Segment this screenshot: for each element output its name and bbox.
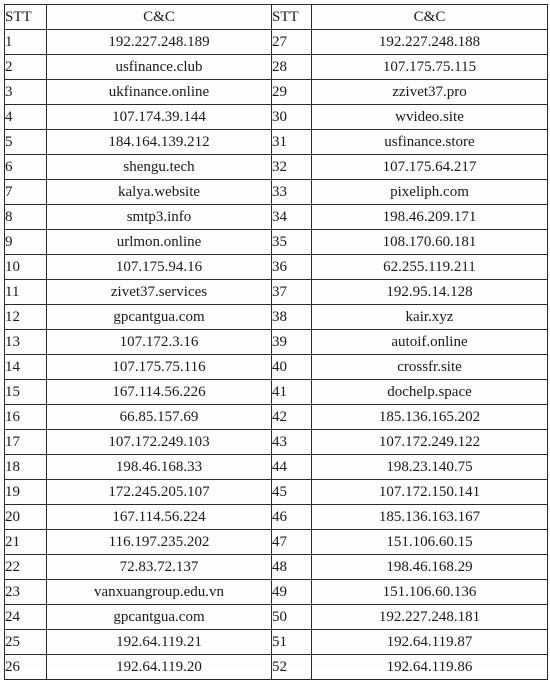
row-cc-left: 107.175.75.116	[47, 355, 272, 380]
table-row	[5, 505, 548, 530]
row-stt-right: 35	[272, 230, 312, 255]
row-cc-left: smtp3.info	[47, 205, 272, 230]
row-stt-right: 51	[272, 630, 312, 655]
row-stt-right: 43	[272, 430, 312, 455]
row-stt-left: 26	[5, 655, 47, 680]
row-stt-left: 19	[5, 480, 47, 505]
row-cc-right: dochelp.space	[312, 380, 548, 405]
header-stt-left: STT	[5, 5, 47, 30]
row-stt-right: 48	[272, 555, 312, 580]
table-row	[5, 380, 548, 405]
row-cc-right: 62.255.119.211	[312, 255, 548, 280]
row-cc-left: gpcantgua.com	[47, 605, 272, 630]
row-cc-left: gpcantgua.com	[47, 305, 272, 330]
table-row	[5, 80, 548, 105]
table-row	[5, 355, 548, 380]
row-stt-left: 24	[5, 605, 47, 630]
table-row	[5, 605, 548, 630]
table-row	[5, 155, 548, 180]
row-cc-right: 107.172.150.141	[312, 480, 548, 505]
row-stt-left: 23	[5, 580, 47, 605]
row-stt-left: 2	[5, 55, 47, 80]
row-cc-right: 107.172.249.122	[312, 430, 548, 455]
row-cc-left: shengu.tech	[47, 155, 272, 180]
row-stt-left: 10	[5, 255, 47, 280]
row-cc-right: 198.46.209.171	[312, 205, 548, 230]
table-row	[5, 280, 548, 305]
row-stt-right: 49	[272, 580, 312, 605]
table-row	[5, 55, 548, 80]
table-row	[5, 480, 548, 505]
row-stt-right: 29	[272, 80, 312, 105]
row-stt-right: 45	[272, 480, 312, 505]
row-stt-right: 27	[272, 30, 312, 55]
row-cc-right: 192.227.248.188	[312, 30, 548, 55]
row-cc-left: 192.227.248.189	[47, 30, 272, 55]
row-cc-left: urlmon.online	[47, 230, 272, 255]
row-stt-left: 13	[5, 330, 47, 355]
table-row	[5, 230, 548, 255]
row-stt-right: 39	[272, 330, 312, 355]
row-cc-right: 108.170.60.181	[312, 230, 548, 255]
row-cc-right: 192.95.14.128	[312, 280, 548, 305]
row-stt-left: 12	[5, 305, 47, 330]
row-stt-left: 25	[5, 630, 47, 655]
table-row	[5, 630, 548, 655]
row-cc-right: 107.175.75.115	[312, 55, 548, 80]
row-stt-right: 38	[272, 305, 312, 330]
row-stt-left: 16	[5, 405, 47, 430]
row-stt-left: 11	[5, 280, 47, 305]
row-cc-right: 192.64.119.87	[312, 630, 548, 655]
row-cc-left: 107.172.3.16	[47, 330, 272, 355]
row-cc-right: 185.136.163.167	[312, 505, 548, 530]
row-cc-left: kalya.website	[47, 180, 272, 205]
header-cc-left: C&C	[47, 5, 272, 30]
row-stt-left: 6	[5, 155, 47, 180]
row-cc-left: 72.83.72.137	[47, 555, 272, 580]
table-row	[5, 330, 548, 355]
table-row	[5, 405, 548, 430]
header-cc-right: C&C	[312, 5, 548, 30]
row-cc-right: autoif.online	[312, 330, 548, 355]
row-stt-left: 9	[5, 230, 47, 255]
table-row	[5, 105, 548, 130]
row-cc-right: 198.23.140.75	[312, 455, 548, 480]
row-cc-left: 192.64.119.21	[47, 630, 272, 655]
row-cc-left: 66.85.157.69	[47, 405, 272, 430]
table-row	[5, 180, 548, 205]
row-cc-right: wvideo.site	[312, 105, 548, 130]
row-stt-left: 1	[5, 30, 47, 55]
row-stt-left: 3	[5, 80, 47, 105]
table-body	[5, 30, 548, 680]
row-cc-left: 198.46.168.33	[47, 455, 272, 480]
table-row	[5, 255, 548, 280]
row-cc-left: usfinance.club	[47, 55, 272, 80]
row-cc-right: usfinance.store	[312, 130, 548, 155]
row-stt-right: 47	[272, 530, 312, 555]
row-stt-left: 21	[5, 530, 47, 555]
row-stt-right: 28	[272, 55, 312, 80]
row-cc-right: 198.46.168.29	[312, 555, 548, 580]
table-row	[5, 555, 548, 580]
row-cc-left: 116.197.235.202	[47, 530, 272, 555]
row-stt-left: 22	[5, 555, 47, 580]
row-stt-left: 14	[5, 355, 47, 380]
row-cc-right: crossfr.site	[312, 355, 548, 380]
row-stt-right: 36	[272, 255, 312, 280]
row-cc-right: 151.106.60.15	[312, 530, 548, 555]
row-cc-left: 107.174.39.144	[47, 105, 272, 130]
table-row	[5, 30, 548, 55]
row-cc-right: 185.136.165.202	[312, 405, 548, 430]
row-stt-left: 20	[5, 505, 47, 530]
row-stt-right: 37	[272, 280, 312, 305]
row-stt-left: 18	[5, 455, 47, 480]
row-stt-right: 41	[272, 380, 312, 405]
row-cc-left: 107.172.249.103	[47, 430, 272, 455]
row-stt-left: 5	[5, 130, 47, 155]
row-stt-left: 15	[5, 380, 47, 405]
row-stt-left: 8	[5, 205, 47, 230]
row-cc-left: vanxuangroup.edu.vn	[47, 580, 272, 605]
row-stt-left: 7	[5, 180, 47, 205]
row-cc-left: ukfinance.online	[47, 80, 272, 105]
row-cc-right: 151.106.60.136	[312, 580, 548, 605]
table-row	[5, 655, 548, 680]
row-stt-right: 30	[272, 105, 312, 130]
table-row	[5, 430, 548, 455]
row-stt-right: 44	[272, 455, 312, 480]
cc-table	[4, 4, 548, 680]
row-cc-right: zzivet37.pro	[312, 80, 548, 105]
header-stt-right: STT	[272, 5, 312, 30]
row-cc-right: 192.64.119.86	[312, 655, 548, 680]
row-cc-right: kair.xyz	[312, 305, 548, 330]
row-cc-left: 107.175.94.16	[47, 255, 272, 280]
table-row	[5, 305, 548, 330]
row-cc-left: 172.245.205.107	[47, 480, 272, 505]
row-stt-right: 31	[272, 130, 312, 155]
row-cc-left: 192.64.119.20	[47, 655, 272, 680]
row-stt-right: 33	[272, 180, 312, 205]
row-cc-left: 184.164.139.212	[47, 130, 272, 155]
row-cc-right: 192.227.248.181	[312, 605, 548, 630]
row-stt-right: 50	[272, 605, 312, 630]
table-row	[5, 130, 548, 155]
row-cc-right: pixeliph.com	[312, 180, 548, 205]
row-stt-right: 32	[272, 155, 312, 180]
row-cc-right: 107.175.64.217	[312, 155, 548, 180]
row-stt-left: 4	[5, 105, 47, 130]
row-cc-left: 167.114.56.224	[47, 505, 272, 530]
table-row	[5, 580, 548, 605]
row-cc-left: zivet37.services	[47, 280, 272, 305]
header-row	[5, 5, 548, 30]
row-stt-left: 17	[5, 430, 47, 455]
row-stt-right: 52	[272, 655, 312, 680]
table-row	[5, 205, 548, 230]
table-header	[5, 5, 548, 30]
row-cc-left: 167.114.56.226	[47, 380, 272, 405]
table-row	[5, 530, 548, 555]
row-stt-right: 42	[272, 405, 312, 430]
row-stt-right: 34	[272, 205, 312, 230]
row-stt-right: 46	[272, 505, 312, 530]
table-row	[5, 455, 548, 480]
row-stt-right: 40	[272, 355, 312, 380]
